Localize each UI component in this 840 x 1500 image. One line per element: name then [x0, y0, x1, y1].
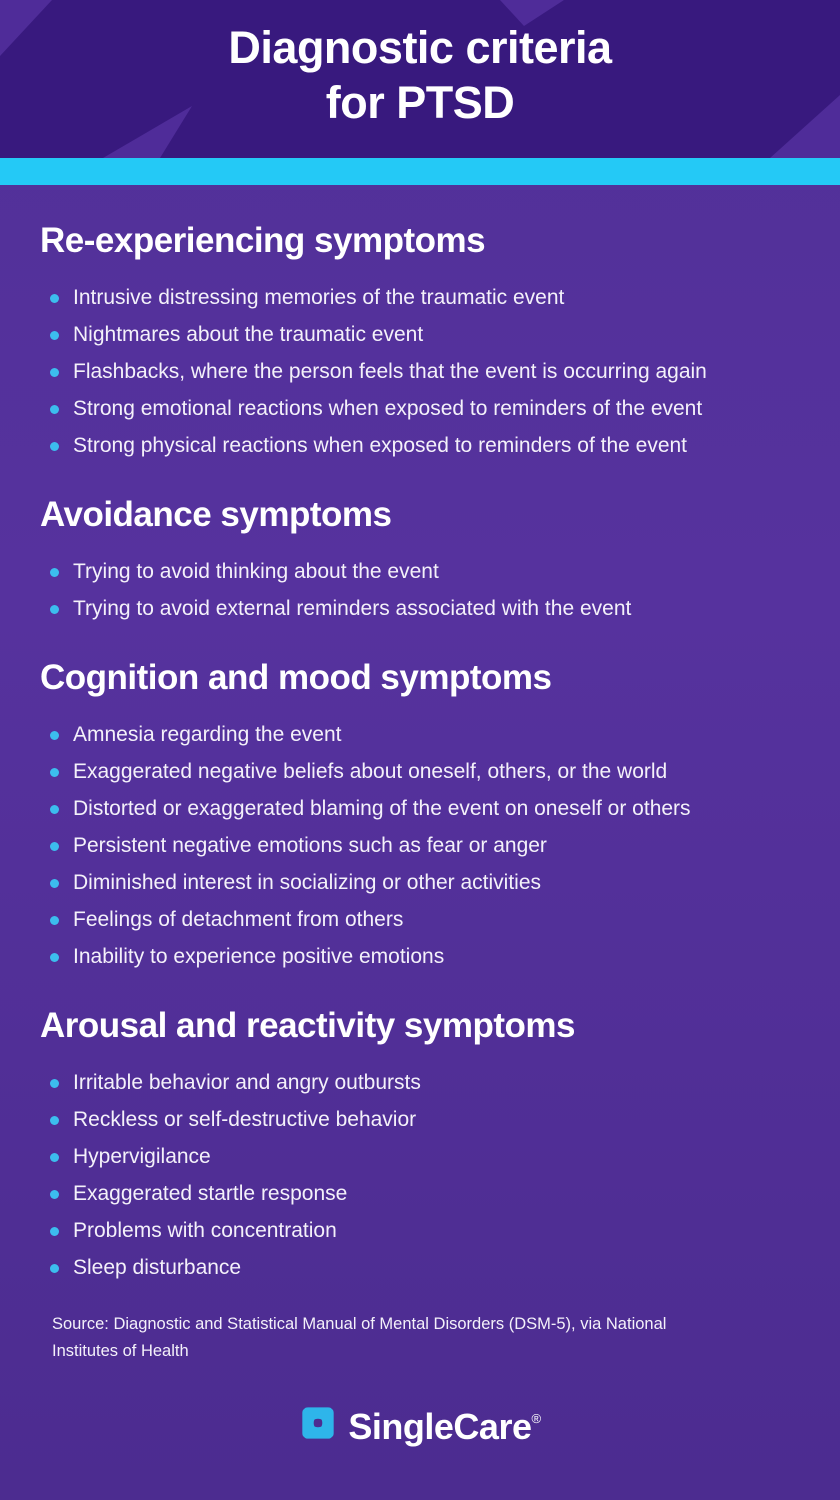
list-item-text: Irritable behavior and angry outbursts	[73, 1071, 421, 1094]
list-item-text: Nightmares about the traumatic event	[73, 323, 424, 346]
list-item-text: Trying to avoid thinking about the event	[73, 560, 439, 583]
list-item	[40, 870, 800, 896]
list-item-text: Strong emotional reactions when exposed to reminders of the event	[73, 397, 703, 420]
source-line1: Source: Diagnostic and Statistical Manual of Mental Disorders (DSM-5), via National	[52, 1315, 667, 1333]
list-item-text: Distorted or exaggerated blaming of the event on oneself or others	[73, 797, 691, 820]
singlecare-cross-icon	[299, 1404, 337, 1442]
registered-mark: ®	[531, 1411, 541, 1426]
bullet-dot-icon	[50, 953, 59, 962]
section-heading: Avoidance symptoms	[40, 495, 392, 534]
list-item	[40, 1255, 800, 1281]
list-item-text: Strong physical reactions when exposed to reminders of the event	[73, 434, 688, 457]
list-item	[40, 1144, 800, 1170]
list-item-text: Persistent negative emotions such as fear or anger	[73, 834, 547, 857]
list-item	[40, 796, 800, 822]
bullet-dot-icon	[50, 805, 59, 814]
bullet-dot-icon	[50, 1153, 59, 1162]
source-line2: Institutes of Health	[52, 1342, 189, 1360]
list-item-text: Diminished interest in socializing or other activities	[73, 871, 542, 894]
list-item-text: Sleep disturbance	[73, 1256, 242, 1279]
header-band	[0, 0, 840, 158]
bullet-list	[40, 285, 800, 459]
bullet-list	[40, 559, 800, 622]
bullet-dot-icon	[50, 842, 59, 851]
singlecare-wordmark-text: SingleCare	[348, 1406, 532, 1447]
list-item-text: Amnesia regarding the event	[73, 723, 342, 746]
list-item	[40, 322, 800, 348]
list-item-text: Intrusive distressing memories of the traumatic event	[73, 286, 565, 309]
list-item	[40, 433, 800, 459]
bullet-dot-icon	[50, 1190, 59, 1199]
singlecare-logo	[40, 1399, 800, 1447]
list-item-text: Trying to avoid external reminders associated with the event	[73, 597, 632, 620]
list-item	[40, 559, 800, 585]
bullet-dot-icon	[50, 1264, 59, 1273]
symptom-section-0	[40, 221, 800, 459]
list-item	[40, 1181, 800, 1207]
accent-stripe	[0, 158, 840, 185]
list-item	[40, 285, 800, 311]
list-item-text: Inability to experience positive emotions	[73, 945, 445, 968]
bullet-dot-icon	[50, 768, 59, 777]
page-title-line2: for PTSD	[325, 77, 515, 128]
list-item-text: Exaggerated negative beliefs about oneself, others, or the world	[73, 760, 668, 783]
bullet-dot-icon	[50, 879, 59, 888]
list-item	[40, 944, 800, 970]
section-heading: Arousal and reactivity symptoms	[40, 1006, 575, 1045]
list-item-text: Flashbacks, where the person feels that the event is occurring again	[73, 360, 707, 383]
symptom-section-2	[40, 658, 800, 970]
list-item-text: Hypervigilance	[73, 1145, 211, 1168]
list-item	[40, 396, 800, 422]
bullet-dot-icon	[50, 368, 59, 377]
symptom-section-1	[40, 495, 800, 622]
section-heading: Re-experiencing symptoms	[40, 221, 486, 260]
list-item	[40, 907, 800, 933]
list-item	[40, 596, 800, 622]
list-item	[40, 1107, 800, 1133]
page-title-line1: Diagnostic criteria	[228, 22, 612, 73]
singlecare-wordmark	[348, 1399, 540, 1447]
section-heading: Cognition and mood symptoms	[40, 658, 552, 697]
list-item	[40, 759, 800, 785]
list-item-text: Problems with concentration	[73, 1219, 337, 1242]
bullet-dot-icon	[50, 916, 59, 925]
sections-container	[40, 221, 800, 1281]
symptom-section-3	[40, 1006, 800, 1281]
list-item	[40, 1218, 800, 1244]
bullet-dot-icon	[50, 568, 59, 577]
bullet-dot-icon	[50, 1227, 59, 1236]
bullet-list	[40, 1070, 800, 1281]
list-item	[40, 833, 800, 859]
bullet-dot-icon	[50, 331, 59, 340]
source-citation	[52, 1311, 800, 1365]
list-item	[40, 359, 800, 385]
list-item-text: Reckless or self-destructive behavior	[73, 1108, 417, 1131]
page-title	[0, 0, 840, 130]
bullet-dot-icon	[50, 1079, 59, 1088]
bullet-dot-icon	[50, 605, 59, 614]
bullet-dot-icon	[50, 294, 59, 303]
list-item	[40, 722, 800, 748]
bullet-dot-icon	[50, 405, 59, 414]
list-item-text: Feelings of detachment from others	[73, 908, 404, 931]
list-item-text: Exaggerated startle response	[73, 1182, 348, 1205]
list-item	[40, 1070, 800, 1096]
bullet-dot-icon	[50, 442, 59, 451]
bullet-dot-icon	[50, 731, 59, 740]
bullet-dot-icon	[50, 1116, 59, 1125]
bullet-list	[40, 722, 800, 970]
content-area	[0, 185, 840, 1447]
